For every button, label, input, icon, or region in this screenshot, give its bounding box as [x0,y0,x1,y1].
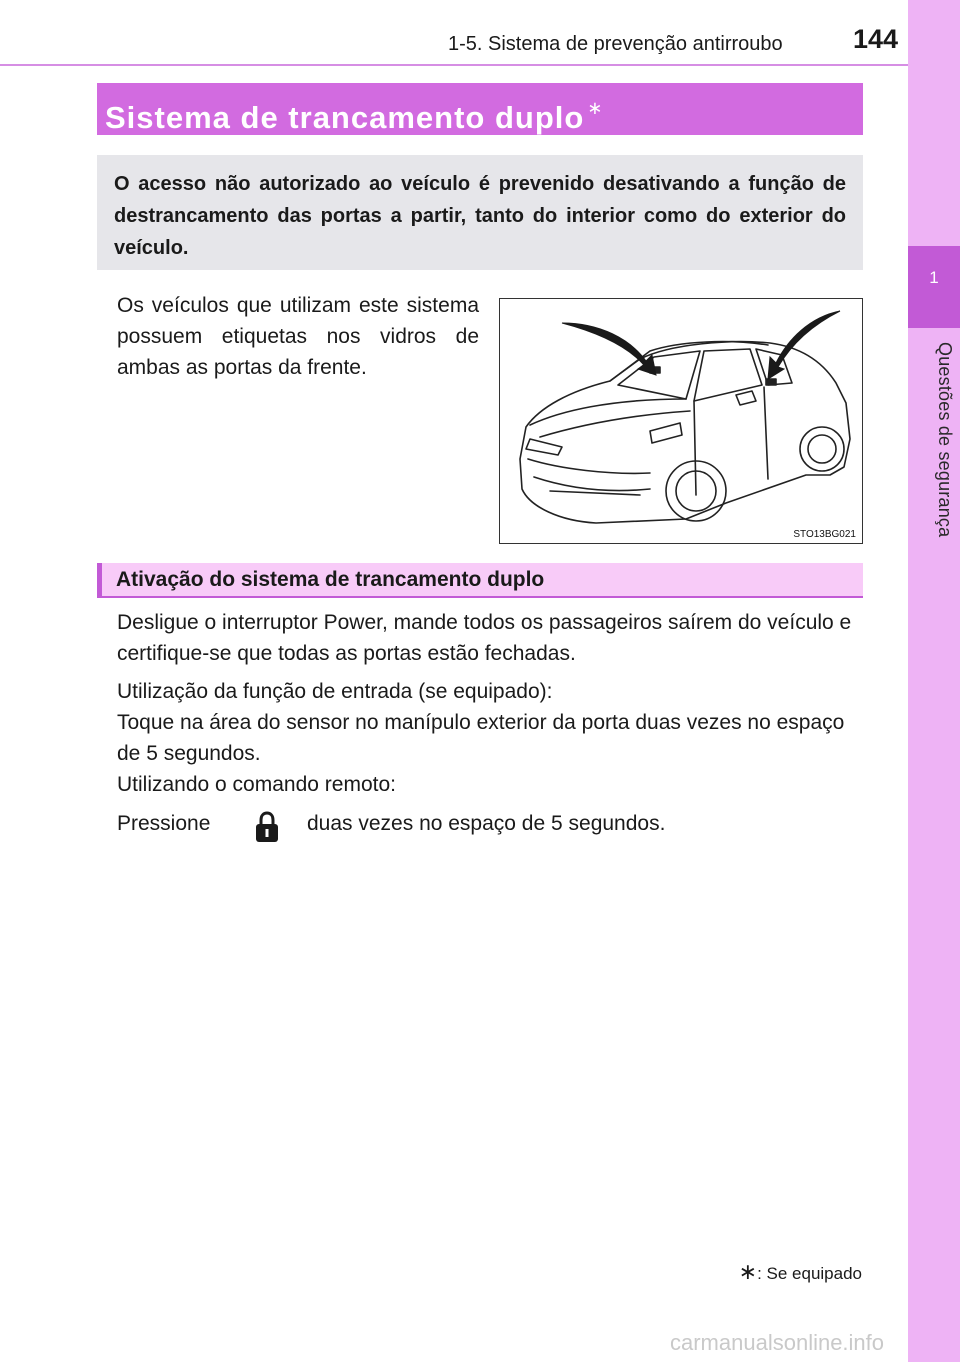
press-twice-text: duas vezes no espaço de 5 segundos. [307,812,666,835]
remote-control-heading: Utilizando o comando remoto: [117,773,396,796]
footnote-text: : Se equipado [757,1264,862,1283]
footnote-marker: ∗ [738,1259,758,1284]
car-figure [499,298,863,544]
header-section-title: 1-5. Sistema de prevenção antirroubo [448,33,783,55]
section-title-marker: ∗ [587,98,604,118]
entry-function-heading: Utilização da função de entrada (se equipado): [117,680,553,703]
figure-code: STO13BG021 [793,529,856,540]
section-title [97,83,863,135]
press-label: Pressione [117,812,211,835]
header-divider [0,64,908,66]
watermark: carmanualsonline.info [670,1330,885,1355]
car-illustration-icon [500,299,862,543]
instruction-paragraph-2 [117,676,862,800]
footnote [739,1259,862,1285]
lock-icon [255,811,279,848]
chapter-label: Questões de segurança [935,342,955,538]
intro-box: O acesso não autorizado ao veículo é prevenido desativando a função de destrancamento das portas a partir, tanto do interior como do exterior do veículo. [97,155,863,270]
instruction-paragraph-1: Desligue o interruptor Power, mande todos os passageiros saírem do veículo e certifique-se que todas as portas estão fechadas. [117,611,852,665]
entry-function-text: Toque na área do sensor no manípulo exterior da porta duas vezes no espaço de 5 segundos. [117,711,845,765]
section-title-text: Sistema de trancamento duplo [105,100,585,135]
label-description: Os veículos que utilizam este sistema possuem etiquetas nos vidros de ambas as portas da frente. [117,294,479,379]
subsection-title: Ativação do sistema de trancamento duplo [97,563,863,598]
chapter-number: 1 [929,268,939,287]
sidebar [908,0,960,1362]
instruction-paragraph-3 [117,808,210,839]
page-number: 144 [852,24,898,54]
